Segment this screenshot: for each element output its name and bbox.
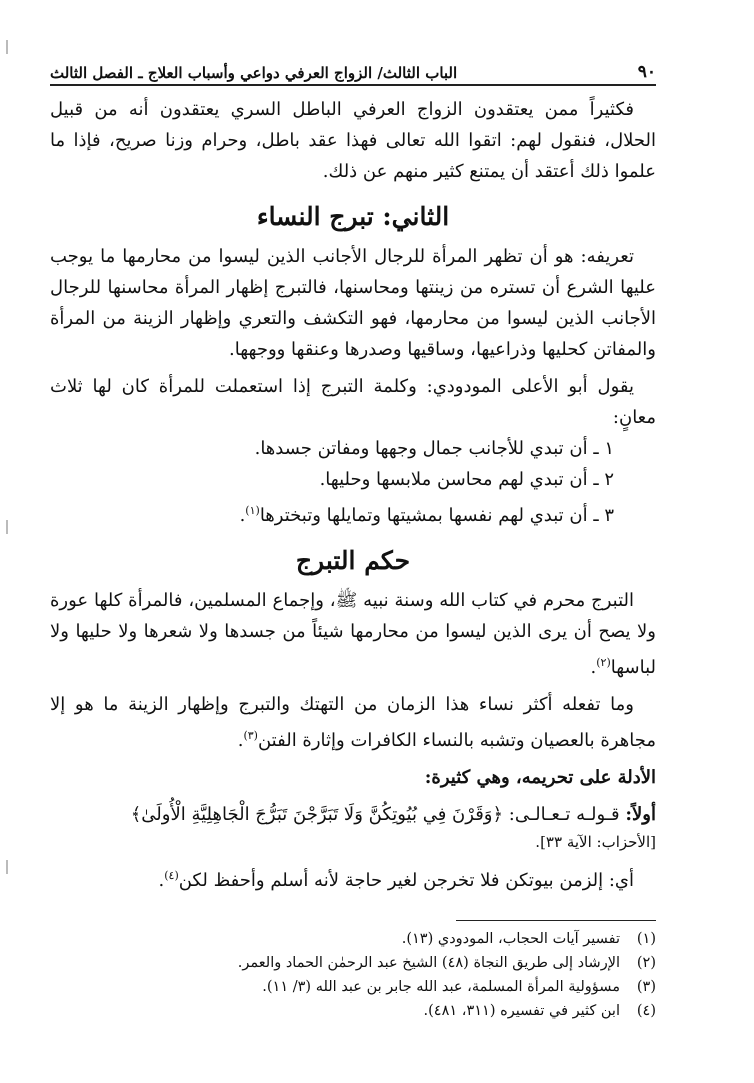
footnote-ref-3: (٣) [243, 729, 258, 742]
scan-edge-mark [6, 860, 8, 874]
list-item-2: ٢ ـ أن تبدي لهم محاسن ملابسها وحليها. [319, 469, 614, 490]
footnote-ref-2: (٢) [596, 656, 611, 669]
meaning-text: أي: إلزمن بيوتكن فلا تخرجن لغير حاجة لأنه أسلم وأحفظ لكن [178, 870, 634, 891]
running-header [50, 54, 656, 86]
evidence-heading: الأدلة على تحريمه، وهي كثيرة: [424, 767, 656, 788]
footnote-ref-1: (١) [245, 504, 260, 517]
scan-edge-mark [6, 520, 8, 534]
quran-verse: ﴿وَقَرْنَ فِي بُيُوتِكُنَّ وَلَا تَبَرَّجْنَ تَبَرُّجَ الْجَاهِلِيَّةِ الْأُولَىٰ﴾ [130, 804, 504, 825]
ruling-paragraph-1-text: التبرج محرم في كتاب الله وسنة نبيه ﷺ، وإجماع المسلمين، فالمرأة كلها عورة ولا يصح أن يرى الذين ليسوا من محارمها شيئاً من جسدها ولا شعرها ولا حليها ولا لباسها [50, 590, 656, 678]
footnote-number: (١) [636, 931, 656, 947]
definition-paragraph: تعريفه: هو أن تظهر المرأة للرجال الأجانب الذين ليسوا من محارمها ما يوجب عليها الشرع أن تستره من زينتها ومحاسنها، فالتبرج إظهار المرأة محاسنها للرجال الأجانب الذين ليسوا من محارمها، فهو التكشف والتعري وإظهار الزينة من المرأة والمفاتن كحليها وذراعيها، وساقيها وصدرها وعنقها ووجهها. [50, 246, 656, 360]
footnote-item [50, 951, 656, 975]
list-item-1: ١ ـ أن تبدي للأجانب جمال وجهها ومفاتن جسدها. [254, 438, 614, 459]
page-body [50, 94, 656, 896]
first-evidence-text: قـولـه تـعـالـى: [508, 804, 620, 825]
footnote-item [50, 975, 656, 999]
running-title: الباب الثالث/ الزواج العرفي دواعي وأسباب العلاج ـ الفصل الثالث [50, 64, 458, 82]
section-heading-tabarruj: الثاني: تبرج النساء [256, 202, 450, 231]
footnote-text: تفسير آيات الحجاب، المودودي (١٣). [401, 931, 620, 947]
footnote-text: مسؤولية المرأة المسلمة، عبد الله جابر بن عبد الله (٣/ ١١). [262, 979, 620, 995]
footnote-item [50, 999, 656, 1023]
footnote-item [50, 927, 656, 951]
ruling-paragraph-1 [50, 585, 656, 683]
ruling-paragraph-2-text: وما تفعله أكثر نساء هذا الزمان من التهتك والتبرج وإظهار الزينة ما هو إلا مجاهرة بالعصيان وتشبه بالنساء الكافرات وإثارة الفتن [50, 694, 656, 751]
list-item-3-end: . [239, 505, 246, 526]
first-evidence [50, 799, 656, 830]
scan-edge-mark [6, 40, 8, 54]
quote-intro: يقول أبو الأعلى المودودي: وكلمة التبرج إذا استعملت للمرأة كان لها ثلاث معانٍ: [50, 376, 656, 428]
book-page [50, 54, 656, 1064]
verse-reference: [الأحزاب: الآية ٣٣]. [535, 833, 656, 851]
meaning-paragraph [50, 860, 656, 896]
list-item-3-text: ٣ ـ أن تبدي لهم نفسها بمشيتها وتمايلها وتبخترها [259, 505, 614, 526]
footnote-number: (٤) [636, 1003, 656, 1019]
footnote-number: (٢) [636, 955, 656, 971]
page-number: ٩٠ [637, 62, 656, 82]
footnote-text: الإرشاد إلى طريق النجاة (٤٨) الشيخ عبد الرحمٰن الحماد والعمر. [237, 955, 620, 971]
footnote-rule [456, 920, 656, 921]
first-evidence-label: أولاً: [625, 804, 656, 825]
footnotes [50, 927, 656, 1023]
ruling-paragraph-2 [50, 689, 656, 756]
footnote-text: ابن كثير في تفسيره (٣١١، ٤٨١). [423, 1003, 620, 1019]
ruling-paragraph-2-end: . [237, 730, 244, 751]
footnote-ref-4: (٤) [164, 869, 179, 882]
meaning-end: . [158, 870, 165, 891]
section-heading-ruling: حكم التبرج [295, 546, 411, 575]
list-item-3 [50, 495, 656, 531]
footnote-number: (٣) [636, 979, 656, 995]
ruling-paragraph-1-end: . [590, 657, 597, 678]
intro-paragraph: فكثيراً ممن يعتقدون الزواج العرفي الباطل السري يعتقدون أنه من قبيل الحلال، فنقول لهم: اتقوا الله تعالى فهذا عقد باطل، وحرام وزنا صريح، فإذا ما علموا ذلك أعتقد أن يمتنع كثير منهم عن ذلك. [50, 99, 656, 182]
